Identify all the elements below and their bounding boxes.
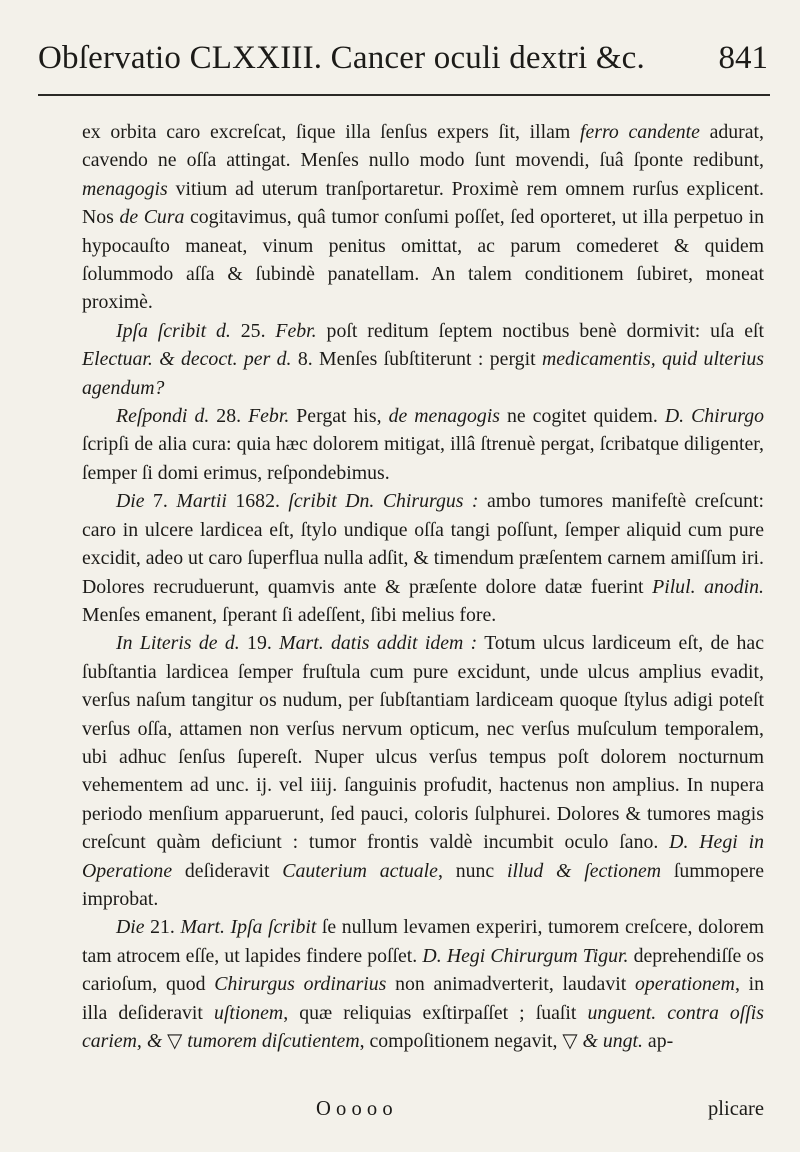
text-run: ſcripſi de alia cura: quia hæc dolorem mitigat, illâ ſtrenuè pergat, ſcribatque diligenter, ſemper ſi domi erimus, reſpondebimus. bbox=[82, 433, 764, 484]
italic-run: D. Hegi in Operatione bbox=[82, 831, 764, 882]
running-header bbox=[38, 34, 768, 90]
text-run: Totum ulcus lardiceum eſt, de hac ſubſtantia lardicea ſemper fruſtula cum pure excidunt, unde ulcus amplius evadit, verſus naſum tangitur os nudum, per ſubſtantiam lardiceam quoque ſtylus adigi poteſt verſus oſſa, attamen non verſus nervum opticum, nec verſus muſculum temporalem, ubi adhuc ſenſus ſupereſt. Nuper ulcus verſus tempus poſt dolorem nocturnum vehementem ad unc. ij. vel iiij. ſanguinis profudit, hactenus non amplius. In nupera periodo menſium apparuerunt, ſed pauci, coloris ſulphurei. Dolores & tumores magis creſcunt quàm deficiunt : tumor frontis valdè incumbit oculo ſano. bbox=[82, 632, 764, 854]
text-run: , nunc bbox=[437, 859, 507, 882]
italic-run: menagogis bbox=[82, 177, 168, 200]
text-run: ap- bbox=[642, 1030, 674, 1052]
italic-run: Electuar. & decoct. per d. bbox=[82, 348, 292, 371]
italic-run: & ungt. bbox=[582, 1030, 643, 1052]
italic-run: Chirurgus ordinarius bbox=[214, 973, 387, 996]
text-run: adurat, cavendo ne oſſa attingat. Menſes nullo modo ſunt movendi, ſuâ ſponte redibunt, bbox=[82, 121, 764, 172]
italic-run: D. Chirurgo bbox=[664, 405, 765, 428]
signature-mark: O o o o o bbox=[316, 1098, 393, 1120]
text-run: ne cogitet quidem. bbox=[499, 405, 665, 428]
italic-run: ferro candente bbox=[579, 121, 700, 143]
paragraph bbox=[82, 487, 764, 629]
italic-run: uſtionem bbox=[213, 1001, 284, 1024]
text-run: 1682. bbox=[226, 490, 289, 513]
paragraph bbox=[82, 913, 764, 1055]
text-run: 25. bbox=[230, 319, 276, 342]
paragraph bbox=[82, 118, 764, 317]
paragraph bbox=[82, 629, 764, 913]
italic-run: Ipſa ſcribit d. bbox=[116, 319, 231, 342]
text-run: ex orbita caro excreſcat, ſique illa ſenſus expers ſit, illam bbox=[82, 121, 580, 143]
italic-run: operationem bbox=[634, 973, 735, 996]
italic-run: Mart. Ipſa ſcribit bbox=[180, 916, 317, 939]
italic-run: de Cura bbox=[119, 206, 185, 229]
italic-run: Cauterium actuale bbox=[282, 859, 438, 882]
text-run: vitium ad uterum tranſportaretur. Proximè rem omnem rurſus explicent. Nos bbox=[82, 177, 764, 229]
italic-run: Febr. bbox=[248, 405, 290, 428]
text-run: 21. bbox=[144, 916, 181, 939]
text-run: deprehendiſſe os carioſum, quod bbox=[82, 944, 764, 996]
italic-run: medicamentis, quid ulterius agendum? bbox=[82, 348, 764, 399]
text-run: 28. bbox=[209, 405, 249, 428]
italic-run: Die bbox=[116, 916, 145, 939]
text-run: non animadverterit, laudavit bbox=[386, 973, 635, 996]
catchword: plicare bbox=[707, 1098, 764, 1120]
text-run: Pergat his, bbox=[289, 405, 389, 428]
text-run: Menſes emanent, ſperant ſi adeſſent, ſibi melius fore. bbox=[82, 603, 497, 626]
italic-run: In Literis de d. bbox=[116, 632, 240, 655]
text-run: 8. Menſes ſubſtiterunt : pergit bbox=[291, 348, 542, 371]
italic-run: Martii bbox=[176, 490, 227, 513]
text-run: deſideravit bbox=[172, 859, 283, 882]
text-run: ſe nullum levamen experiri, tumorem creſcere, dolorem tam atrocem eſſe, ut lapides findere poſſet. bbox=[82, 916, 764, 967]
italic-run: de menagogis bbox=[388, 405, 500, 428]
text-run: 19. bbox=[239, 632, 280, 655]
text-run: cogitavimus, quâ tumor conſumi poſſet, ſed oporteret, ut illa perpetuo in hypocauſto maneat, vinum penitus omittat, ac parum comederet & quidem ſolummodo aſſa & ſubindè panatellam. An talem conditionem ſubiret, moneat proximè. bbox=[82, 206, 764, 314]
page-footer bbox=[82, 1098, 764, 1128]
text-run: 7. bbox=[144, 490, 177, 513]
italic-run: Mart. datis addit idem : bbox=[279, 632, 478, 655]
text-run: ſummopere improbat. bbox=[82, 859, 764, 910]
paragraph bbox=[82, 317, 764, 402]
header-title: Obſervatio CLXXIII. Cancer oculi dextri &c. bbox=[38, 40, 645, 76]
italic-run: ſcribit Dn. Chirurgus : bbox=[288, 490, 479, 513]
italic-run: Reſpondi d. bbox=[116, 405, 210, 428]
italic-run: unguent. contra oſſis cariem, & ▽ tumorem diſcutientem bbox=[82, 1001, 764, 1052]
body-text bbox=[82, 118, 764, 1055]
italic-run: Febr. bbox=[275, 319, 317, 342]
page-number: 841 bbox=[718, 40, 768, 76]
text-run: , quæ reliquias exſtirpaſſet ; ſuaſit bbox=[283, 1001, 588, 1024]
italic-run: Pilul. anodin. bbox=[652, 575, 765, 598]
text-run: , compoſitionem negavit, ▽ bbox=[359, 1030, 583, 1052]
italic-run: D. Hegi Chirurgum Tigur. bbox=[422, 944, 629, 967]
text-run: ambo tumores manifeſtè creſcunt: caro in ulcere lardicea eſt, ſtylo undique oſſa tangi poſſunt, ſemper aliquid cum pure excidit, adeo ut caro ſuperflua nulla adſit, & timendum præſentem carnem amiſſum iri. Dolores recruduerunt, quamvis ante & præſente dolore datæ fuerint bbox=[82, 490, 764, 598]
italic-run: illud & ſectionem bbox=[506, 859, 662, 882]
italic-run: Die bbox=[116, 490, 145, 513]
text-run: poſt reditum ſeptem noctibus benè dormivit: uſa eſt bbox=[316, 319, 764, 342]
text-run: , in illa deſideravit bbox=[82, 973, 764, 1024]
paragraph bbox=[82, 402, 764, 487]
header-rule bbox=[38, 94, 770, 96]
